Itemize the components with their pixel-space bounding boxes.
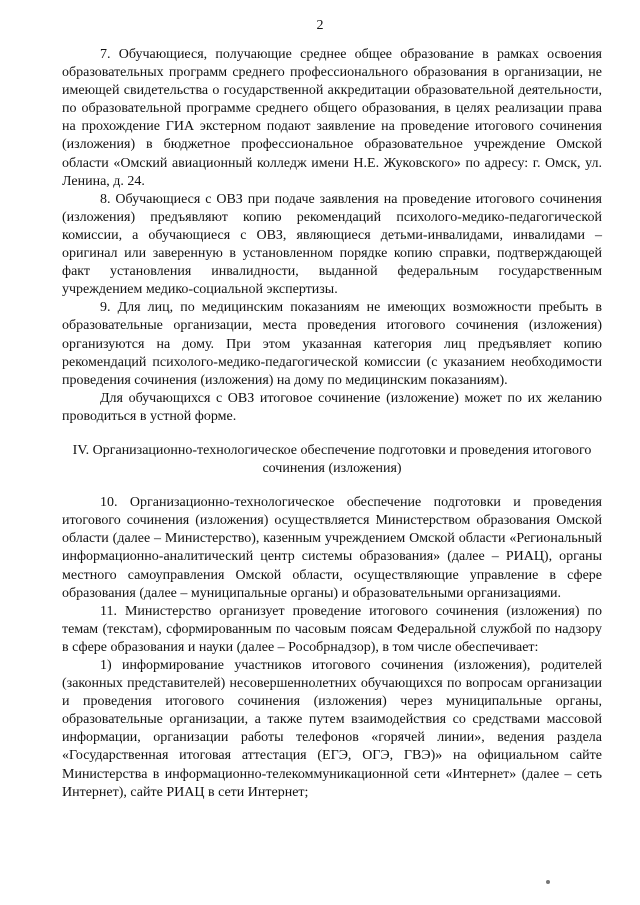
paragraph-oral-form: Для обучающихся с ОВЗ итоговое сочинение (изложение) может по их желанию проводиться в устной форме. — [62, 390, 602, 424]
paragraph-11: 11. Министерство организует проведение итогового сочинения (изложения) по темам (текстам), сформированным по часовым поясам Федеральной службой по надзору в сфере образования и науки (далее – Рособрнадзор), в том числе обеспечивает: — [62, 603, 602, 655]
paragraph-9: 9. Для лиц, по медицинским показаниям не имеющих возможности пребыть в образовательные организации, места проведения итогового сочинения (изложения) организуются на дому. При этом указанная категория лиц предъявляет копию рекомендаций психолого-медико-педагогической комиссии (с указанием необходимости проведения сочинения (изложения) на дому по медицинским показаниям). — [62, 300, 602, 388]
paragraph-8: 8. Обучающиеся с ОВЗ при подаче заявления на проведение итогового сочинения (изложения) предъявляют копию рекомендаций психолого-медико-педагогической комиссии, а обучающиеся с ОВЗ, являющиеся детьми-инвалидами, инвалидами – оригинал или заверенную в установленном порядке копию справки, подтверждающей факт установления инвалидности, выданной федеральным государственным учреждением медико-социальной экспертизы. — [62, 191, 602, 298]
document-body — [62, 46, 602, 802]
scan-dot — [546, 880, 550, 884]
paragraph-11-item-1: 1) информирование участников итогового сочинения (изложения), родителей (законных представителей) несовершеннолетних обучающихся по вопросам организации и проведения итогового сочинения (изложения) через муниципальные органы, образовательные организации, а также путем взаимодействия со средствами массовой информации, организации работы телефонов «горячей линии», ведения раздела «Государственная итоговая аттестация (ЕГЭ, ОГЭ, ГВЭ)» на официальном сайте Министерства в информационно-телекоммуникационной сети «Интернет» (далее – сеть Интернет), сайте РИАЦ в сети Интернет; — [62, 658, 602, 800]
page-number: 2 — [316, 18, 324, 33]
paragraph-7: 7. Обучающиеся, получающие среднее общее образование в рамках освоения образовательных программ среднего профессионального образования в организации, не имеющей свидетельства о государственной аккредитации образовательной деятельности, по образовательной программе среднего общего образования, в целях реализации права на прохождение ГИА экстерном подают заявление на проведение итогового сочинения (изложения) в бюджетное профессиональное образовательное учреждение Омской области «Омский авиационный колледж имени Н.Е. Жуковского» по адресу: г. Омск, ул. Ленина, д. 24. — [62, 47, 602, 189]
paragraph-10: 10. Организационно-технологическое обеспечение подготовки и проведения итогового сочинения (изложения) осуществляется Министерством образования Омской области (далее – Министерство), казенным учреждением Омской области «Региональный информационно-аналитический центр системы образования» (далее – РИАЦ), органы местного самоуправления Омской области, осуществляющие управление в сфере образования (далее – муниципальные органы) и образовательными организациями. — [62, 495, 602, 601]
section-heading: IV. Организационно-технологическое обеспечение подготовки и проведения итогового сочинения (изложения) — [72, 442, 592, 477]
